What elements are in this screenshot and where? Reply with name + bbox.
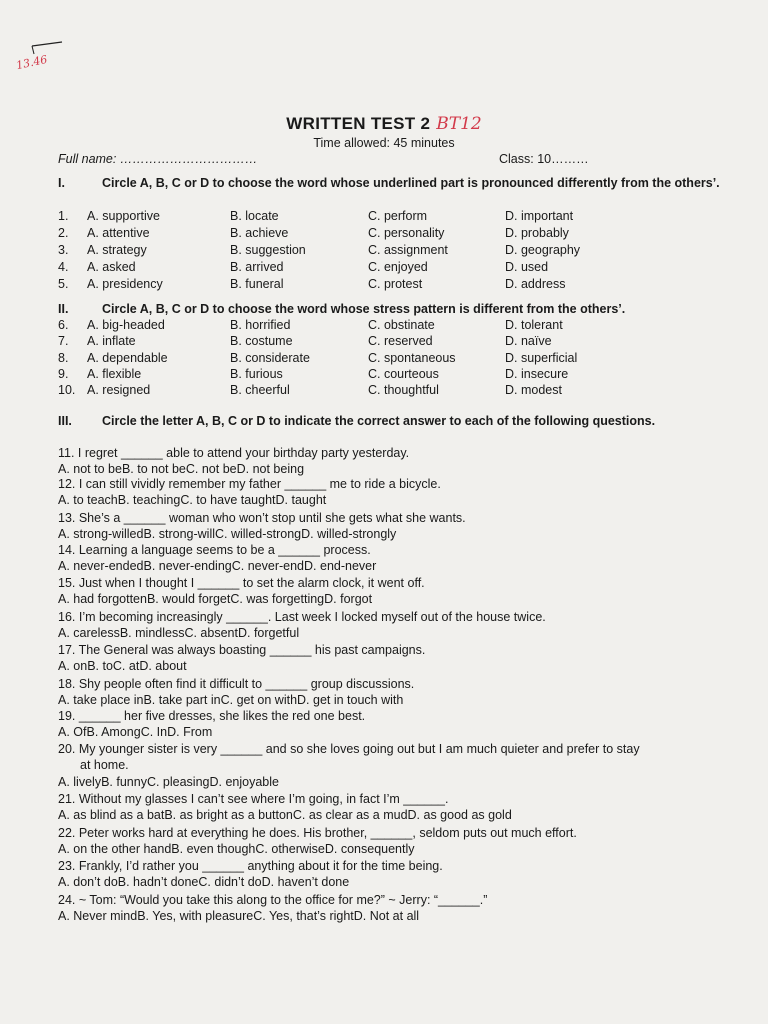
option-a[interactable]: A. to teach xyxy=(58,493,118,507)
item-number: 10. xyxy=(58,383,76,397)
option-a[interactable]: A. not to be xyxy=(58,462,122,476)
item-number: 2. xyxy=(58,226,69,240)
section-instruction: Circle A, B, C or D to choose the word whose stress pattern is different from the others’. xyxy=(102,302,626,316)
item-number: 5. xyxy=(58,277,69,291)
option-row xyxy=(58,693,738,709)
answer-row xyxy=(58,367,738,383)
option-b[interactable]: B. Among xyxy=(86,725,141,739)
option-b[interactable]: B. cheerful xyxy=(230,383,290,397)
option-a[interactable]: A. presidency xyxy=(87,277,163,291)
option-d[interactable]: D. get in touch with xyxy=(297,693,404,707)
option-c[interactable]: C. as clear as a mud xyxy=(292,808,408,822)
option-a[interactable]: A. attentive xyxy=(87,226,150,240)
answer-row xyxy=(58,243,738,259)
option-a[interactable]: A. on the other hand xyxy=(58,842,172,856)
question-stem: 23. Frankly, I’d rather you ______ anything about it for the time being. xyxy=(58,859,443,873)
question-stem: 11. I regret ______ able to attend your birthday party yesterday. xyxy=(58,446,410,460)
option-c[interactable]: C. personality xyxy=(368,226,445,240)
option-d[interactable]: D. willed-strongly xyxy=(301,527,397,541)
option-row xyxy=(58,909,738,925)
full-name-field: Full name: …………………………… xyxy=(58,152,258,166)
option-b[interactable]: B. hadn’t done xyxy=(117,875,199,889)
question-stem: 13. She’s a ______ woman who won’t stop until she gets what she wants. xyxy=(58,511,466,525)
item-number: 9. xyxy=(58,367,69,381)
question-stem: 14. Learning a language seems to be a ______ process. xyxy=(58,543,371,557)
question-stem: 17. The General was always boasting ______ his past campaigns. xyxy=(58,643,426,657)
option-d[interactable]: D. insecure xyxy=(505,367,569,381)
option-b[interactable]: B. take part in xyxy=(143,693,221,707)
section-number: III. xyxy=(58,414,72,428)
option-row xyxy=(58,462,738,478)
question-stem: 20. My younger sister is very ______ and so she loves going out but I am much quieter and prefer to stay xyxy=(58,742,640,756)
option-d[interactable]: D. as good as gold xyxy=(407,808,512,822)
option-b[interactable]: B. horrified xyxy=(230,318,291,332)
option-c[interactable]: C. get on with xyxy=(220,693,298,707)
answer-row xyxy=(58,260,738,276)
option-c[interactable]: C. thoughtful xyxy=(368,383,439,397)
option-c[interactable]: C. protest xyxy=(368,277,423,291)
option-b[interactable]: B. suggestion xyxy=(230,243,306,257)
option-b[interactable]: B. Yes, with pleasure xyxy=(137,909,254,923)
item-number: 7. xyxy=(58,334,69,348)
option-d[interactable]: D. taught xyxy=(275,493,327,507)
corner-note: 13.46 xyxy=(14,52,49,73)
option-c[interactable]: C. at xyxy=(112,659,140,673)
option-b[interactable]: B. teaching xyxy=(117,493,181,507)
option-c[interactable]: C. willed-strong xyxy=(215,527,302,541)
option-b[interactable]: B. considerate xyxy=(230,351,310,365)
question-stem: 16. I’m becoming increasingly ______. Last week I locked myself out of the house twice. xyxy=(58,610,546,624)
question-stem: 12. I can still vividly remember my father ______ me to ride a bicycle. xyxy=(58,477,441,491)
option-a[interactable]: A. dependable xyxy=(87,351,168,365)
question-stem: 21. Without my glasses I can’t see where I’m going, in fact I’m ______. xyxy=(58,792,449,806)
answer-row xyxy=(58,334,738,350)
option-d[interactable]: D. address xyxy=(505,277,566,291)
question-stem-continued: at home. xyxy=(80,758,129,772)
option-row xyxy=(58,592,738,608)
option-row xyxy=(58,659,738,675)
option-b[interactable]: B. to not be xyxy=(121,462,186,476)
option-b[interactable]: B. never-ending xyxy=(143,559,232,573)
option-b[interactable]: B. to xyxy=(87,659,113,673)
question-stem: 24. ~ Tom: “Would you take this along to the office for me?” ~ Jerry: “______.” xyxy=(58,893,488,907)
option-a[interactable]: A. asked xyxy=(87,260,136,274)
option-d[interactable]: D. forgetful xyxy=(237,626,300,640)
option-a[interactable]: A. as blind as a bat xyxy=(58,808,165,822)
option-d[interactable]: D. consequently xyxy=(324,842,415,856)
option-d[interactable]: D. From xyxy=(167,725,213,739)
option-d[interactable]: D. modest xyxy=(505,383,562,397)
section-instruction: Circle the letter A, B, C or D to indicate the correct answer to each of the following questions. xyxy=(102,414,656,428)
option-d[interactable]: D. Not at all xyxy=(353,909,420,923)
page-title: WRITTEN TEST 2 xyxy=(286,114,431,133)
answer-row xyxy=(58,351,738,367)
answer-row xyxy=(58,226,738,242)
answer-row xyxy=(58,318,738,334)
option-row xyxy=(58,559,738,575)
option-row xyxy=(58,626,738,642)
option-d[interactable]: D. geography xyxy=(505,243,581,257)
item-number: 4. xyxy=(58,260,69,274)
option-c[interactable]: C. pleasing xyxy=(146,775,210,789)
section-3-heading xyxy=(58,414,718,446)
option-d[interactable]: D. naïve xyxy=(505,334,552,348)
option-a[interactable]: A. on xyxy=(58,659,88,673)
section-number: I. xyxy=(58,176,65,190)
option-d[interactable]: D. about xyxy=(139,659,187,673)
option-row xyxy=(58,527,738,543)
option-d[interactable]: D. not being xyxy=(236,462,305,476)
title-row xyxy=(0,114,768,134)
option-a[interactable]: A. never-ended xyxy=(58,559,144,573)
option-c[interactable]: C. enjoyed xyxy=(368,260,428,274)
option-c[interactable]: C. was forgetting xyxy=(230,592,325,606)
item-number: 6. xyxy=(58,318,69,332)
option-b[interactable]: B. even though xyxy=(171,842,256,856)
option-a[interactable]: A. strong-willed xyxy=(58,527,144,541)
option-d[interactable]: D. used xyxy=(505,260,549,274)
option-a[interactable]: A. inflate xyxy=(87,334,136,348)
option-b[interactable]: B. costume xyxy=(230,334,293,348)
option-c[interactable]: C. otherwise xyxy=(255,842,325,856)
option-a[interactable]: A. don’t do xyxy=(58,875,118,889)
option-c[interactable]: C. Yes, that’s right xyxy=(253,909,354,923)
option-d[interactable]: D. forgot xyxy=(324,592,373,606)
option-a[interactable]: A. careless xyxy=(58,626,120,640)
option-c[interactable]: C. to have taught xyxy=(180,493,276,507)
option-d[interactable]: D. probably xyxy=(505,226,569,240)
option-b[interactable]: B. as bright as a button xyxy=(164,808,293,822)
item-number: 1. xyxy=(58,209,69,223)
answer-row xyxy=(58,209,738,225)
section-instruction: Circle A, B, C or D to choose the word whose underlined part is pronounced differently from the others’. xyxy=(102,176,720,190)
option-b[interactable]: B. achieve xyxy=(230,226,289,240)
option-c[interactable]: C. never-end xyxy=(231,559,305,573)
answer-row xyxy=(58,383,738,399)
option-d[interactable]: D. tolerant xyxy=(505,318,563,332)
answer-row xyxy=(58,277,738,293)
option-b[interactable]: B. locate xyxy=(230,209,279,223)
option-c[interactable]: C. not be xyxy=(185,462,237,476)
option-d[interactable]: D. enjoyable xyxy=(209,775,279,789)
option-row xyxy=(58,842,738,858)
option-c[interactable]: C. didn’t do xyxy=(198,875,262,889)
section-2-heading xyxy=(58,302,718,318)
option-b[interactable]: B. funny xyxy=(101,775,147,789)
time-allowed: Time allowed: 45 minutes xyxy=(313,136,455,150)
question-stem: 19. ______ her five dresses, she likes the red one best. xyxy=(58,709,366,723)
option-row xyxy=(58,808,738,824)
option-c[interactable]: C. absent xyxy=(184,626,238,640)
option-a[interactable]: A. supportive xyxy=(87,209,160,223)
section-1-heading xyxy=(58,176,718,208)
option-row xyxy=(58,875,738,891)
option-c[interactable]: C. perform xyxy=(368,209,428,223)
option-b[interactable]: B. strong-will xyxy=(143,527,215,541)
item-number: 3. xyxy=(58,243,69,257)
option-d[interactable]: D. haven’t done xyxy=(261,875,350,889)
option-b[interactable]: B. funeral xyxy=(230,277,284,291)
question-stem: 22. Peter works hard at everything he does. His brother, ______, seldom puts out much effort. xyxy=(58,826,577,840)
option-c[interactable]: C. assignment xyxy=(368,243,448,257)
item-number: 8. xyxy=(58,351,69,365)
option-c[interactable]: C. courteous xyxy=(368,367,439,381)
option-c[interactable]: C. spontaneous xyxy=(368,351,456,365)
option-a[interactable]: A. had forgotten xyxy=(58,592,147,606)
option-row xyxy=(58,725,738,741)
option-a[interactable]: A. Of xyxy=(58,725,87,739)
handwritten-note: BT12 xyxy=(436,114,482,134)
option-a[interactable]: A. lively xyxy=(58,775,102,789)
option-b[interactable]: B. mindless xyxy=(119,626,185,640)
option-c[interactable]: C. obstinate xyxy=(368,318,435,332)
option-a[interactable]: A. take place in xyxy=(58,693,144,707)
option-a[interactable]: A. Never mind xyxy=(58,909,138,923)
option-d[interactable]: D. important xyxy=(505,209,574,223)
option-row xyxy=(58,493,738,509)
option-a[interactable]: A. big-headed xyxy=(87,318,165,332)
option-b[interactable]: B. furious xyxy=(230,367,283,381)
option-a[interactable]: A. strategy xyxy=(87,243,147,257)
class-field: Class: 10……… xyxy=(499,152,589,166)
option-d[interactable]: D. end-never xyxy=(304,559,377,573)
option-d[interactable]: D. superficial xyxy=(505,351,578,365)
section-number: II. xyxy=(58,302,69,316)
option-c[interactable]: C. In xyxy=(140,725,168,739)
option-row xyxy=(58,775,738,791)
option-b[interactable]: B. arrived xyxy=(230,260,284,274)
option-a[interactable]: A. flexible xyxy=(87,367,142,381)
option-b[interactable]: B. would forget xyxy=(146,592,231,606)
question-stem: 15. Just when I thought I ______ to set the alarm clock, it went off. xyxy=(58,576,425,590)
option-a[interactable]: A. resigned xyxy=(87,383,151,397)
option-c[interactable]: C. reserved xyxy=(368,334,433,348)
question-stem: 18. Shy people often find it difficult to ______ group discussions. xyxy=(58,677,415,691)
